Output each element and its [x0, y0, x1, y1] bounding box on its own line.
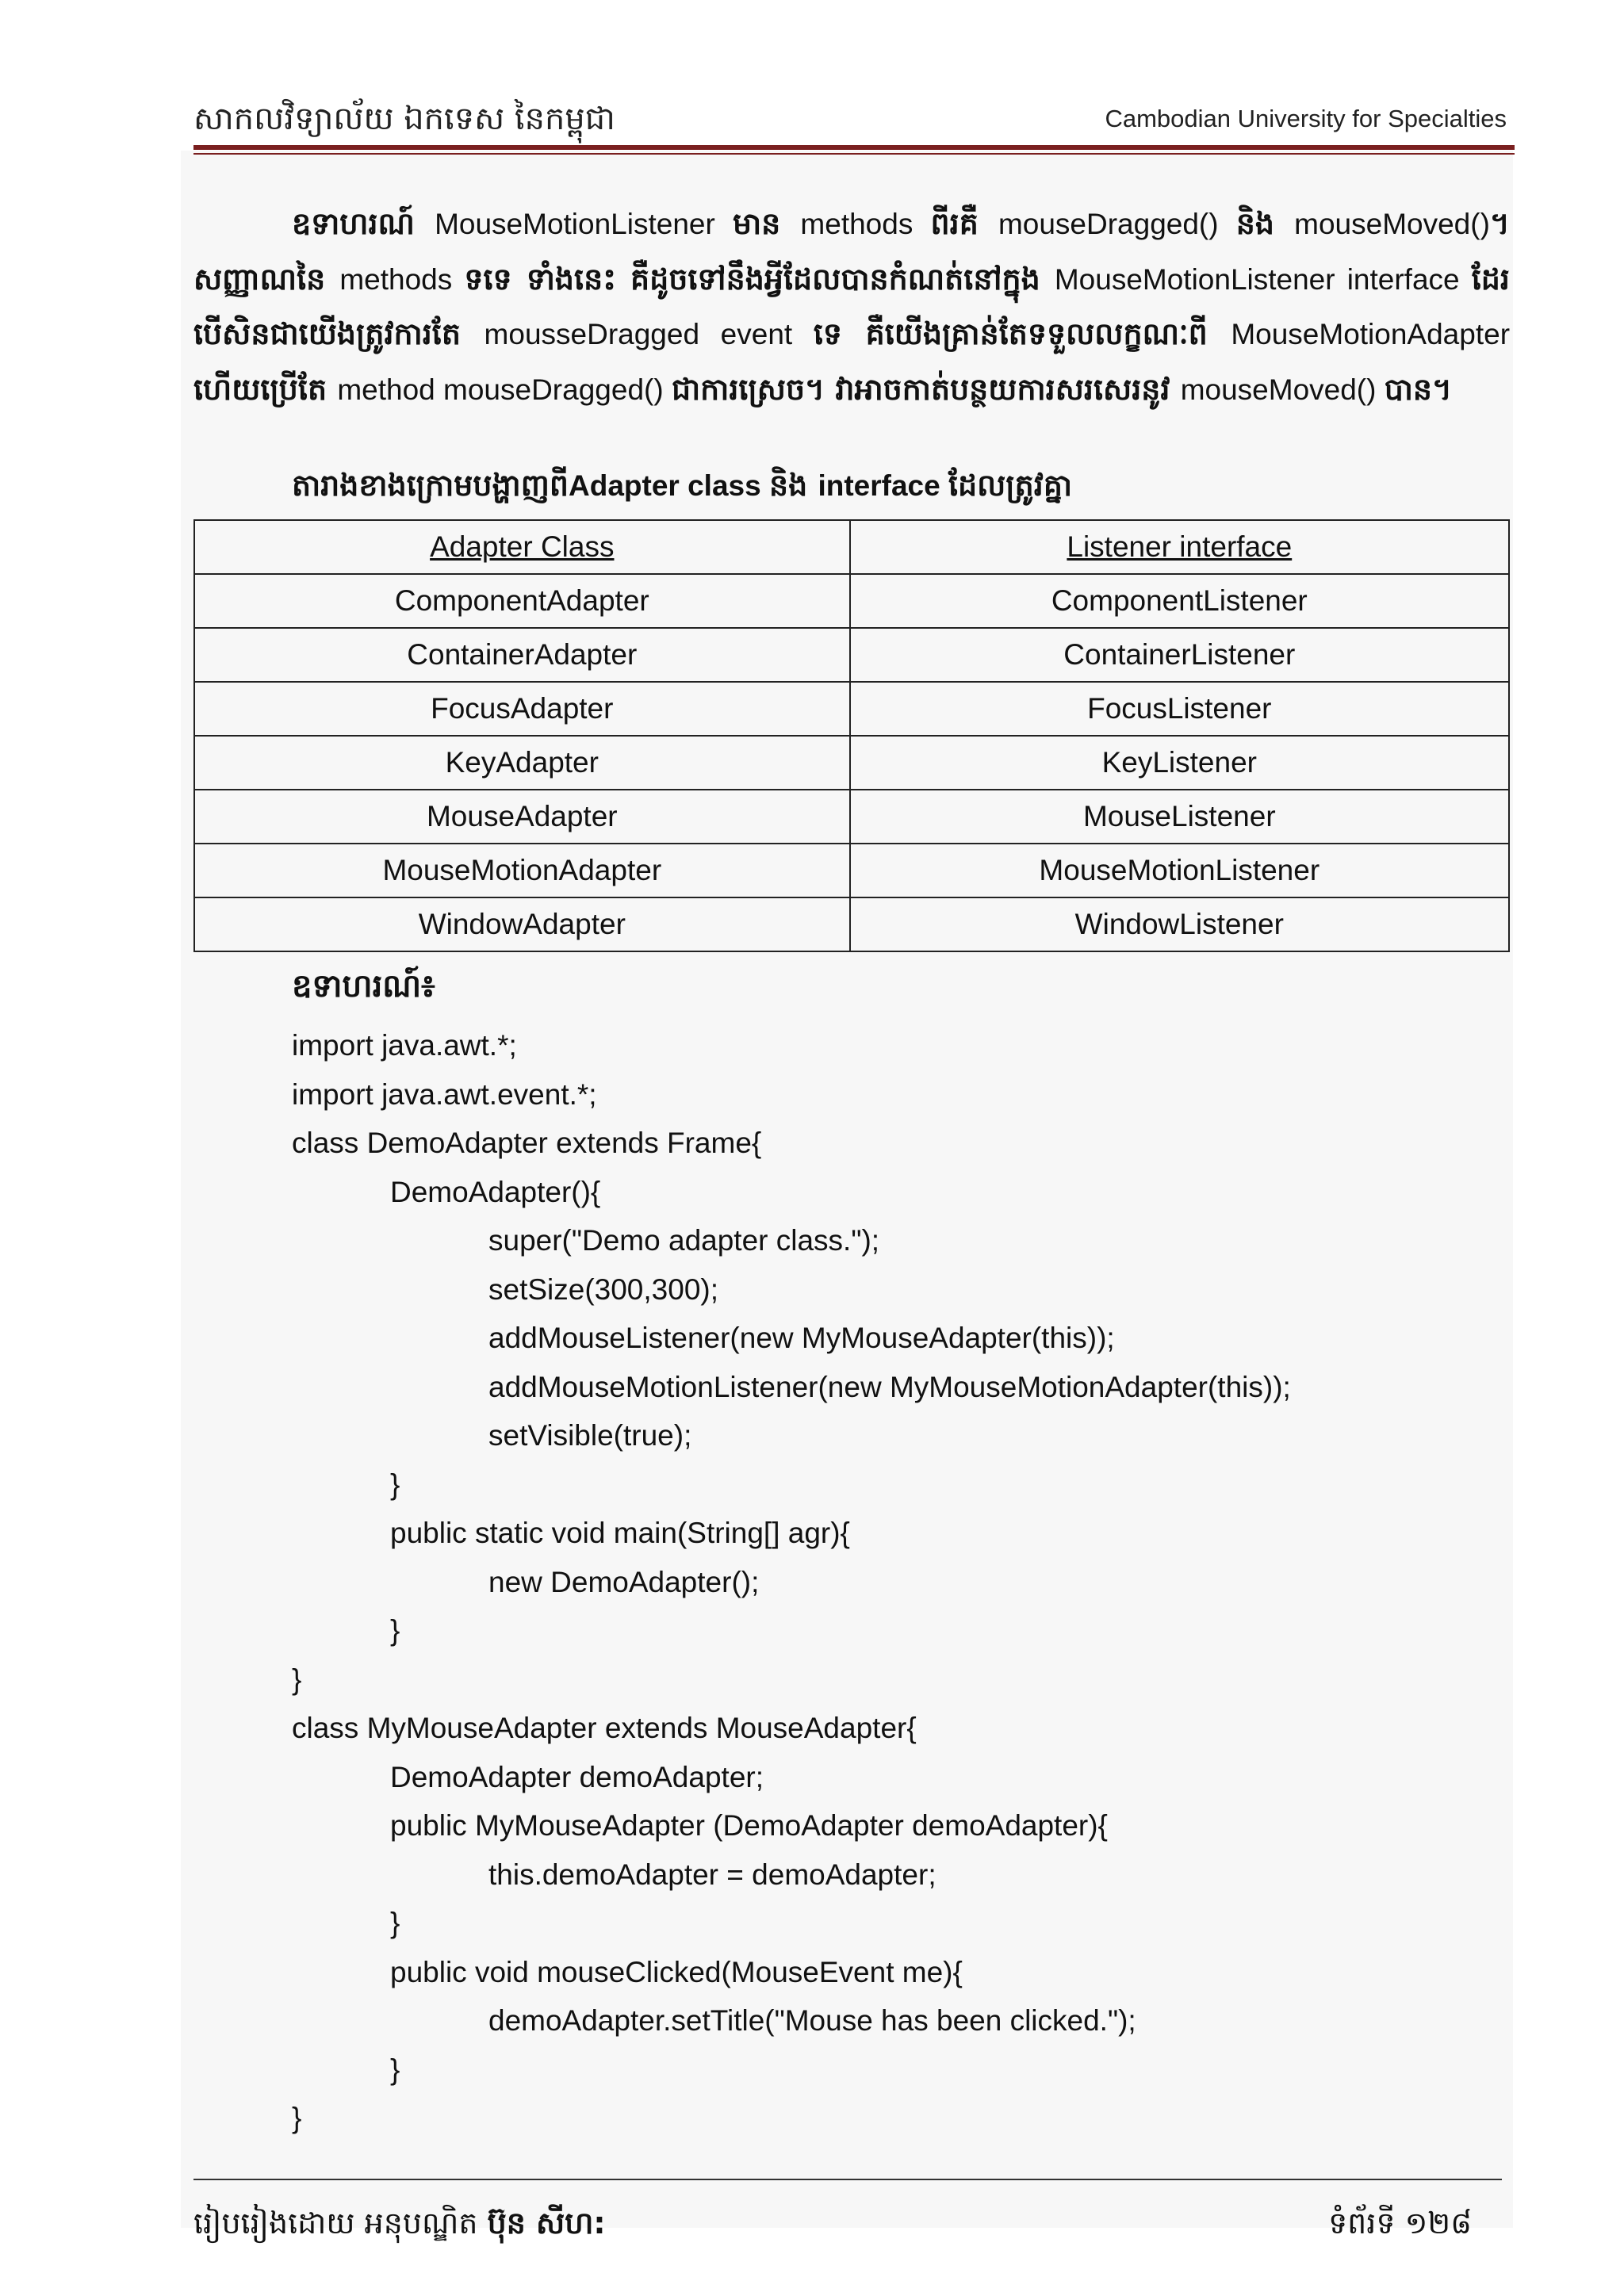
header-rule-thin [193, 153, 1515, 155]
paragraph-segment: ។ សញ្ញាណនៃ [193, 206, 1510, 297]
paragraph-segment: ឧទាហរណ៍ [292, 206, 435, 241]
table-row [194, 844, 1509, 897]
table-row [194, 897, 1509, 951]
code-line: import java.awt.*; [292, 1029, 517, 1062]
code-line: } [390, 1468, 400, 1501]
paragraph-segment: mouseMoved() [1294, 208, 1490, 240]
paragraph-segment: មាន [732, 206, 801, 241]
listener-interface-cell: MouseMotionListener [850, 844, 1509, 897]
table-caption [292, 466, 1072, 511]
code-line: public MyMouseAdapter (DemoAdapter demoAdapter){ [390, 1809, 1108, 1842]
code-line: DemoAdapter demoAdapter; [390, 1760, 764, 1793]
adapter-class-cell: FocusAdapter [194, 682, 850, 736]
code-line: super("Demo adapter class."); [488, 1224, 880, 1257]
table-caption-adapter-class: Adapter class [569, 469, 769, 502]
code-line: setSize(300,300); [488, 1272, 719, 1306]
code-line: public void mouseClicked(MouseEvent me){ [390, 1955, 963, 1988]
code-line: } [292, 1663, 302, 1696]
code-line: public static void main(String[] agr){ [390, 1517, 850, 1549]
paragraph-segment: ហើយប្រើតែ [193, 371, 338, 407]
table-body [194, 574, 1509, 951]
paragraph-segment: ពីរគឺ [930, 206, 998, 241]
table-header-row [194, 520, 1509, 574]
header-university-english: Cambodian University for Specialties [1105, 105, 1507, 132]
paragraph-segment: methods [800, 208, 931, 240]
code-line: } [390, 1907, 400, 1939]
table-caption-interface: interface [818, 469, 948, 502]
footer-author [193, 2204, 606, 2248]
paragraph-segment: ទេ គឺយើងគ្រាន់តែទទួលលក្ខណៈពី [813, 316, 1231, 351]
paragraph-segment: methods [339, 262, 465, 296]
adapter-class-cell: MouseAdapter [194, 790, 850, 844]
table-row [194, 790, 1509, 844]
paragraph-segment: បាន។ [1384, 371, 1453, 407]
footer-rule [193, 2179, 1502, 2180]
table-row [194, 682, 1509, 736]
code-line: import java.awt.event.*; [292, 1077, 597, 1111]
code-line: } [292, 2102, 302, 2134]
code-line: class MyMouseAdapter extends MouseAdapter{ [292, 1712, 917, 1744]
table-row [194, 574, 1509, 628]
code-line: class DemoAdapter extends Frame{ [292, 1127, 762, 1159]
column-header-listener-interface [850, 520, 1509, 574]
paragraph-segment: ដែរ បើសិនជាយើងត្រូវការតែ [193, 261, 1510, 351]
paragraph-segment: mouseMoved() [1180, 373, 1385, 406]
adapter-listener-table [193, 519, 1510, 952]
listener-interface-cell: ComponentListener [850, 574, 1509, 628]
code-listing [292, 1021, 1291, 2143]
code-line: addMouseMotionListener(new MyMouseMotionAdapter(this)); [488, 1370, 1291, 1403]
table-caption-prefix: តារាងខាងក្រោមបង្ហាញពី [292, 468, 569, 503]
code-line: DemoAdapter(){ [390, 1175, 601, 1208]
footer-author-prefix: រៀបរៀងដោយ អនុបណ្ឌិត [193, 2206, 488, 2241]
adapter-class-cell: KeyAdapter [194, 736, 850, 790]
code-line: new DemoAdapter(); [488, 1565, 760, 1598]
table-caption-conjunction: និង [768, 468, 818, 503]
footer-page-number: ទំព័រទី ១២៨ [1328, 2206, 1472, 2241]
table-row [194, 628, 1509, 682]
table-caption-suffix: ដែលត្រូវគ្នា [948, 468, 1073, 503]
adapter-class-cell: WindowAdapter [194, 897, 850, 951]
paragraph-segment: method mouseDragged() [337, 373, 672, 406]
code-line: } [390, 1614, 400, 1647]
listener-interface-cell: ContainerListener [850, 628, 1509, 682]
code-line: setVisible(true); [488, 1419, 692, 1452]
adapter-class-cell: MouseMotionAdapter [194, 844, 850, 897]
adapter-class-cell: ComponentAdapter [194, 574, 850, 628]
code-line: } [390, 2053, 400, 2086]
paragraph-segment: ទទេ ទាំងនេះ គឺដូចទៅនឹងអ្វីដែលបានកំណត់នៅក្នុង [464, 261, 1055, 297]
code-line: this.demoAdapter = demoAdapter; [488, 1858, 936, 1891]
column-header-adapter-class [194, 520, 850, 574]
header-rule [193, 145, 1515, 150]
code-line: demoAdapter.setTitle("Mouse has been clicked."); [488, 2004, 1136, 2037]
column-header-adapter-class-text: Adapter Class [430, 530, 615, 563]
code-line: addMouseListener(new MyMouseAdapter(this)); [488, 1322, 1115, 1354]
paragraph-segment: MouseMotionAdapter [1231, 318, 1511, 350]
intro-paragraph [193, 197, 1510, 417]
paragraph-segment: MouseMotionListener [435, 208, 733, 240]
header-university-khmer: សាកលវិទ្យាល័យ ឯកទេស នៃកម្ពុជា [193, 101, 615, 137]
listener-interface-cell: FocusListener [850, 682, 1509, 736]
adapter-class-cell: ContainerAdapter [194, 628, 850, 682]
example-label: ឧទាហរណ៍៖ [292, 968, 435, 1004]
paragraph-segment: និង [1235, 206, 1295, 241]
listener-interface-cell: KeyListener [850, 736, 1509, 790]
table-row [194, 736, 1509, 790]
column-header-listener-interface-text: Listener interface [1067, 530, 1293, 563]
paragraph-segment: MouseMotionListener interface [1054, 262, 1472, 296]
paragraph-segment: mouseDragged() [998, 208, 1236, 240]
paragraph-segment: mousseDragged event [484, 318, 814, 350]
listener-interface-cell: MouseListener [850, 790, 1509, 844]
listener-interface-cell: WindowListener [850, 897, 1509, 951]
paragraph-segment: ជាការស្រេច។ វាអាចកាត់បន្ថយការសរសេរនូវ [671, 371, 1181, 407]
footer-author-name: ប៊ុន សីហ: [487, 2206, 606, 2241]
